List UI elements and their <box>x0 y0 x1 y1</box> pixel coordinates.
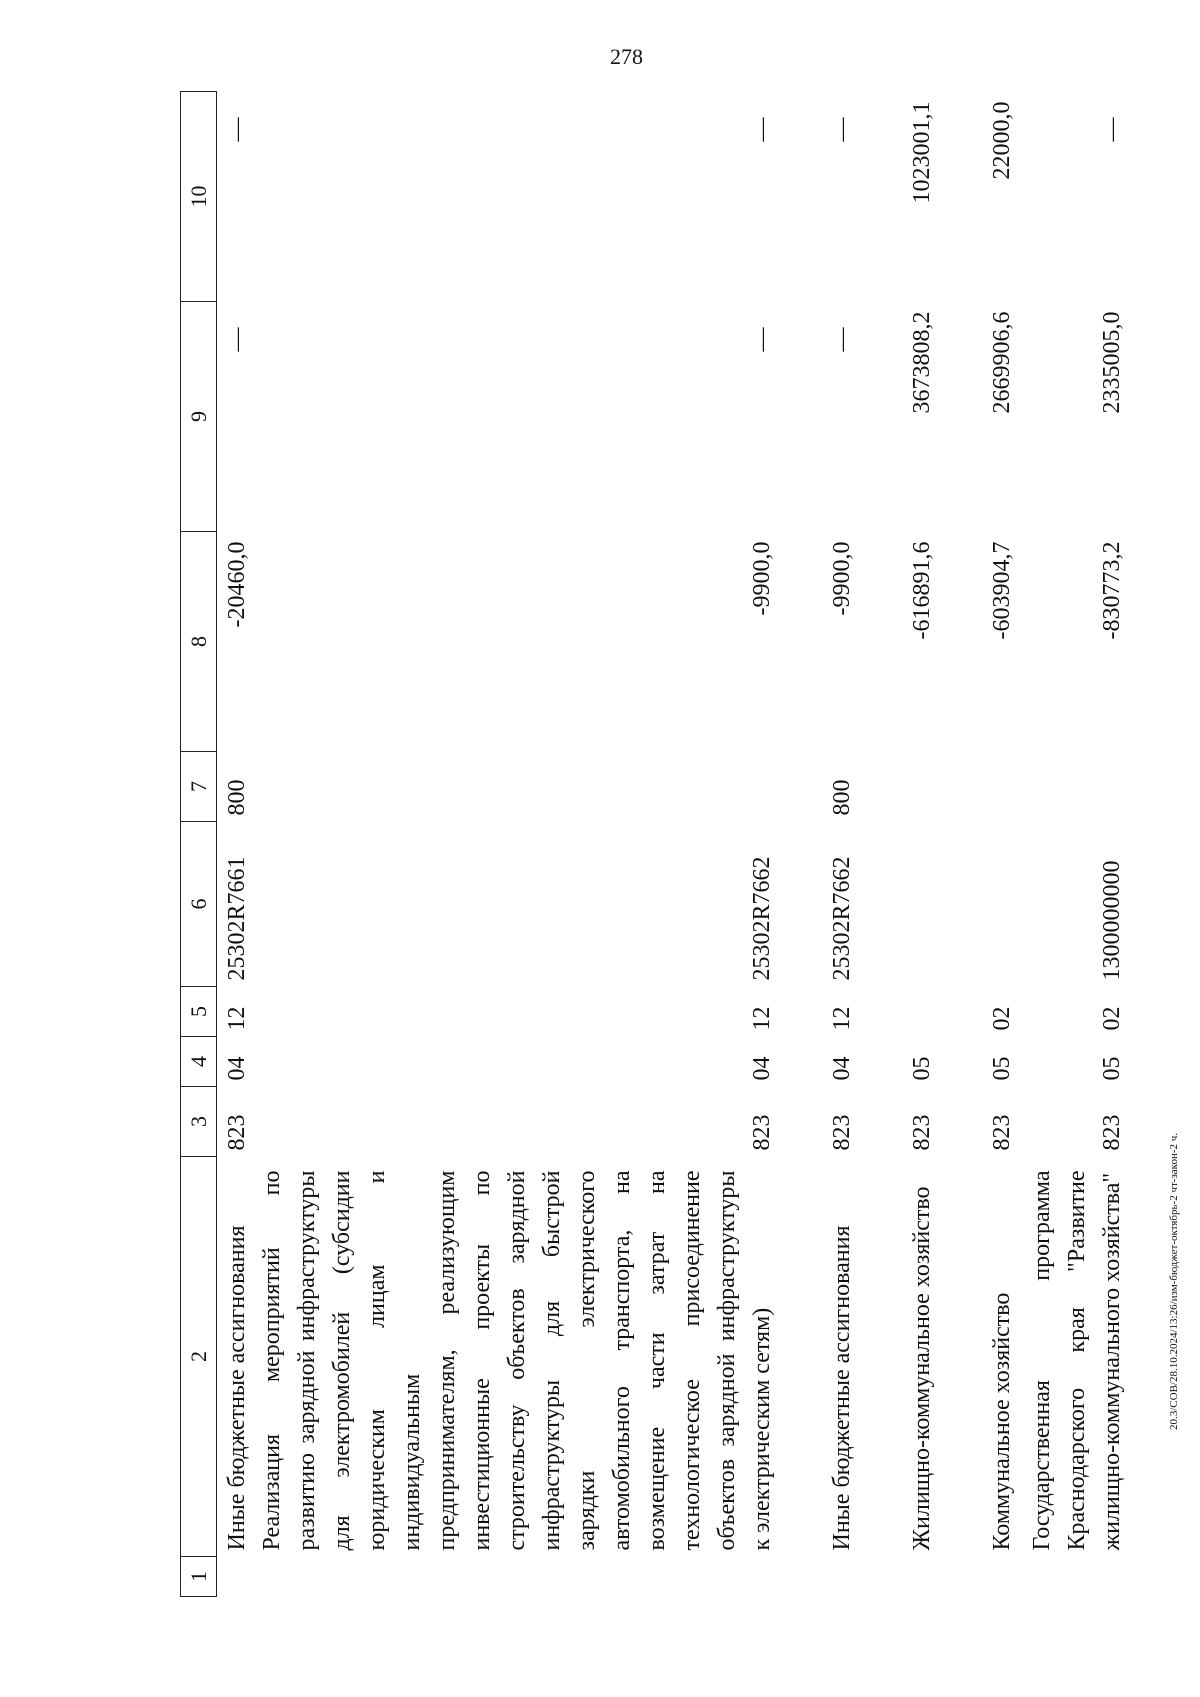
row-name: Коммунальное хозяйство <box>989 1292 1015 1551</box>
cell-target-article: 25302R7661 <box>224 856 250 981</box>
cell-subsection: 12 <box>749 1006 775 1031</box>
row-number-cell <box>217 1557 256 1597</box>
cell-target-article: 25302R7662 <box>829 856 855 981</box>
row-name: Жилищно-коммунальное хозяйство <box>909 1186 935 1551</box>
cell-target-article <box>940 822 1020 987</box>
row-number-cell <box>940 1557 1020 1597</box>
cell-ministry: 823 <box>1099 1114 1125 1151</box>
cell-amount-col8: -9900,0 <box>749 541 775 616</box>
cell-amount-col9: — <box>829 327 855 352</box>
header-cell: 6 <box>181 822 217 987</box>
cell-section: 05 <box>1099 1056 1125 1081</box>
cell-amount-col8: -20460,0 <box>224 541 250 628</box>
cell-ministry: 823 <box>989 1114 1015 1151</box>
header-cell: 7 <box>181 752 217 822</box>
page-number: 278 <box>610 44 643 69</box>
row-number-cell <box>1020 1557 1130 1597</box>
table-row <box>255 92 780 1597</box>
cell-subsection <box>860 987 940 1037</box>
table-row <box>780 92 860 1597</box>
table-row <box>1020 92 1130 1597</box>
cell-expense-type: 800 <box>829 779 855 816</box>
table-row <box>860 92 940 1597</box>
header-cell: 1 <box>181 1557 217 1597</box>
cell-amount-col9: — <box>224 327 250 352</box>
cell-amount-col9: — <box>749 327 775 352</box>
cell-subsection: 02 <box>1099 1006 1125 1031</box>
table-row <box>940 92 1020 1597</box>
cell-ministry: 823 <box>829 1114 855 1151</box>
cell-amount-col9: 3673808,2 <box>909 311 935 414</box>
header-cell: 3 <box>181 1087 217 1157</box>
cell-expense-type <box>940 752 1020 822</box>
header-cell: 5 <box>181 987 217 1037</box>
cell-amount-col8: -603904,7 <box>989 541 1015 640</box>
cell-amount-col8: -830773,2 <box>1099 541 1125 640</box>
row-number-cell <box>860 1557 940 1597</box>
cell-subsection: 12 <box>224 1006 250 1031</box>
cell-section: 05 <box>989 1056 1015 1081</box>
cell-section: 04 <box>749 1056 775 1081</box>
budget-table <box>180 91 1130 1597</box>
cell-section: 05 <box>909 1056 935 1081</box>
cell-target-article: 25302R7662 <box>749 856 775 981</box>
document-footer-stamp: 20.3/СОВ/28.10.2024/13:26/изм-бюджет-октябрь-2 чт-закон-2 ч. <box>1168 1132 1180 1430</box>
row-number-cell <box>780 1557 860 1597</box>
cell-expense-type: 800 <box>224 779 250 816</box>
header-cell: 9 <box>181 302 217 532</box>
cell-ministry: 823 <box>909 1114 935 1151</box>
cell-target-article <box>860 822 940 987</box>
cell-amount-col10: — <box>749 117 775 142</box>
header-cell: 2 <box>181 1157 217 1557</box>
cell-section: 04 <box>224 1056 250 1081</box>
cell-amount-col10: — <box>1099 117 1125 142</box>
cell-ministry: 823 <box>749 1114 775 1151</box>
cell-amount-col9: 2335005,0 <box>1099 311 1125 414</box>
budget-table-container <box>180 92 1125 1597</box>
cell-amount-col8: -9900,0 <box>829 541 855 616</box>
row-number-cell <box>255 1557 780 1597</box>
header-cell: 4 <box>181 1037 217 1087</box>
cell-expense-type <box>255 752 780 822</box>
cell-amount-col9: 2669906,6 <box>989 311 1015 414</box>
cell-subsection: 02 <box>989 1006 1015 1031</box>
row-name: Иные бюджетные ассигнования <box>224 1225 250 1551</box>
cell-amount-col10: 1023001,1 <box>909 101 935 204</box>
cell-subsection: 12 <box>829 1006 855 1031</box>
cell-section: 04 <box>829 1056 855 1081</box>
cell-amount-col10: — <box>829 117 855 142</box>
header-cell: 10 <box>181 92 217 302</box>
cell-amount-col8: -616891,6 <box>909 541 935 640</box>
header-row <box>181 92 217 1597</box>
row-name: Государственная программа Краснодарского края "Развитие жилищно-коммунального хозяйства" <box>1029 1170 1125 1551</box>
table-row <box>217 92 256 1597</box>
row-name: Иные бюджетные ассигнования <box>829 1225 855 1551</box>
row-name: Реализация мероприятий по развитию зарядной инфраструктуры для электромобилей (субсидии юридическим лицам и индивидуальным предпринимателям, реализующим инвестиционные проекты по строительству объектов зарядной инфраструктуры для быстрой зарядки электрического автомобильного транспорта, на возмещение части затрат на технологическое присоединение объектов зарядной инфраструктуры к электрическим сетям) <box>259 1170 775 1551</box>
cell-amount-col10: — <box>224 117 250 142</box>
cell-expense-type <box>1020 752 1130 822</box>
header-cell: 8 <box>181 532 217 752</box>
cell-expense-type <box>860 752 940 822</box>
cell-ministry: 823 <box>224 1114 250 1151</box>
cell-target-article: 1300000000 <box>1099 860 1125 981</box>
cell-amount-col10: 22000,0 <box>989 101 1015 180</box>
